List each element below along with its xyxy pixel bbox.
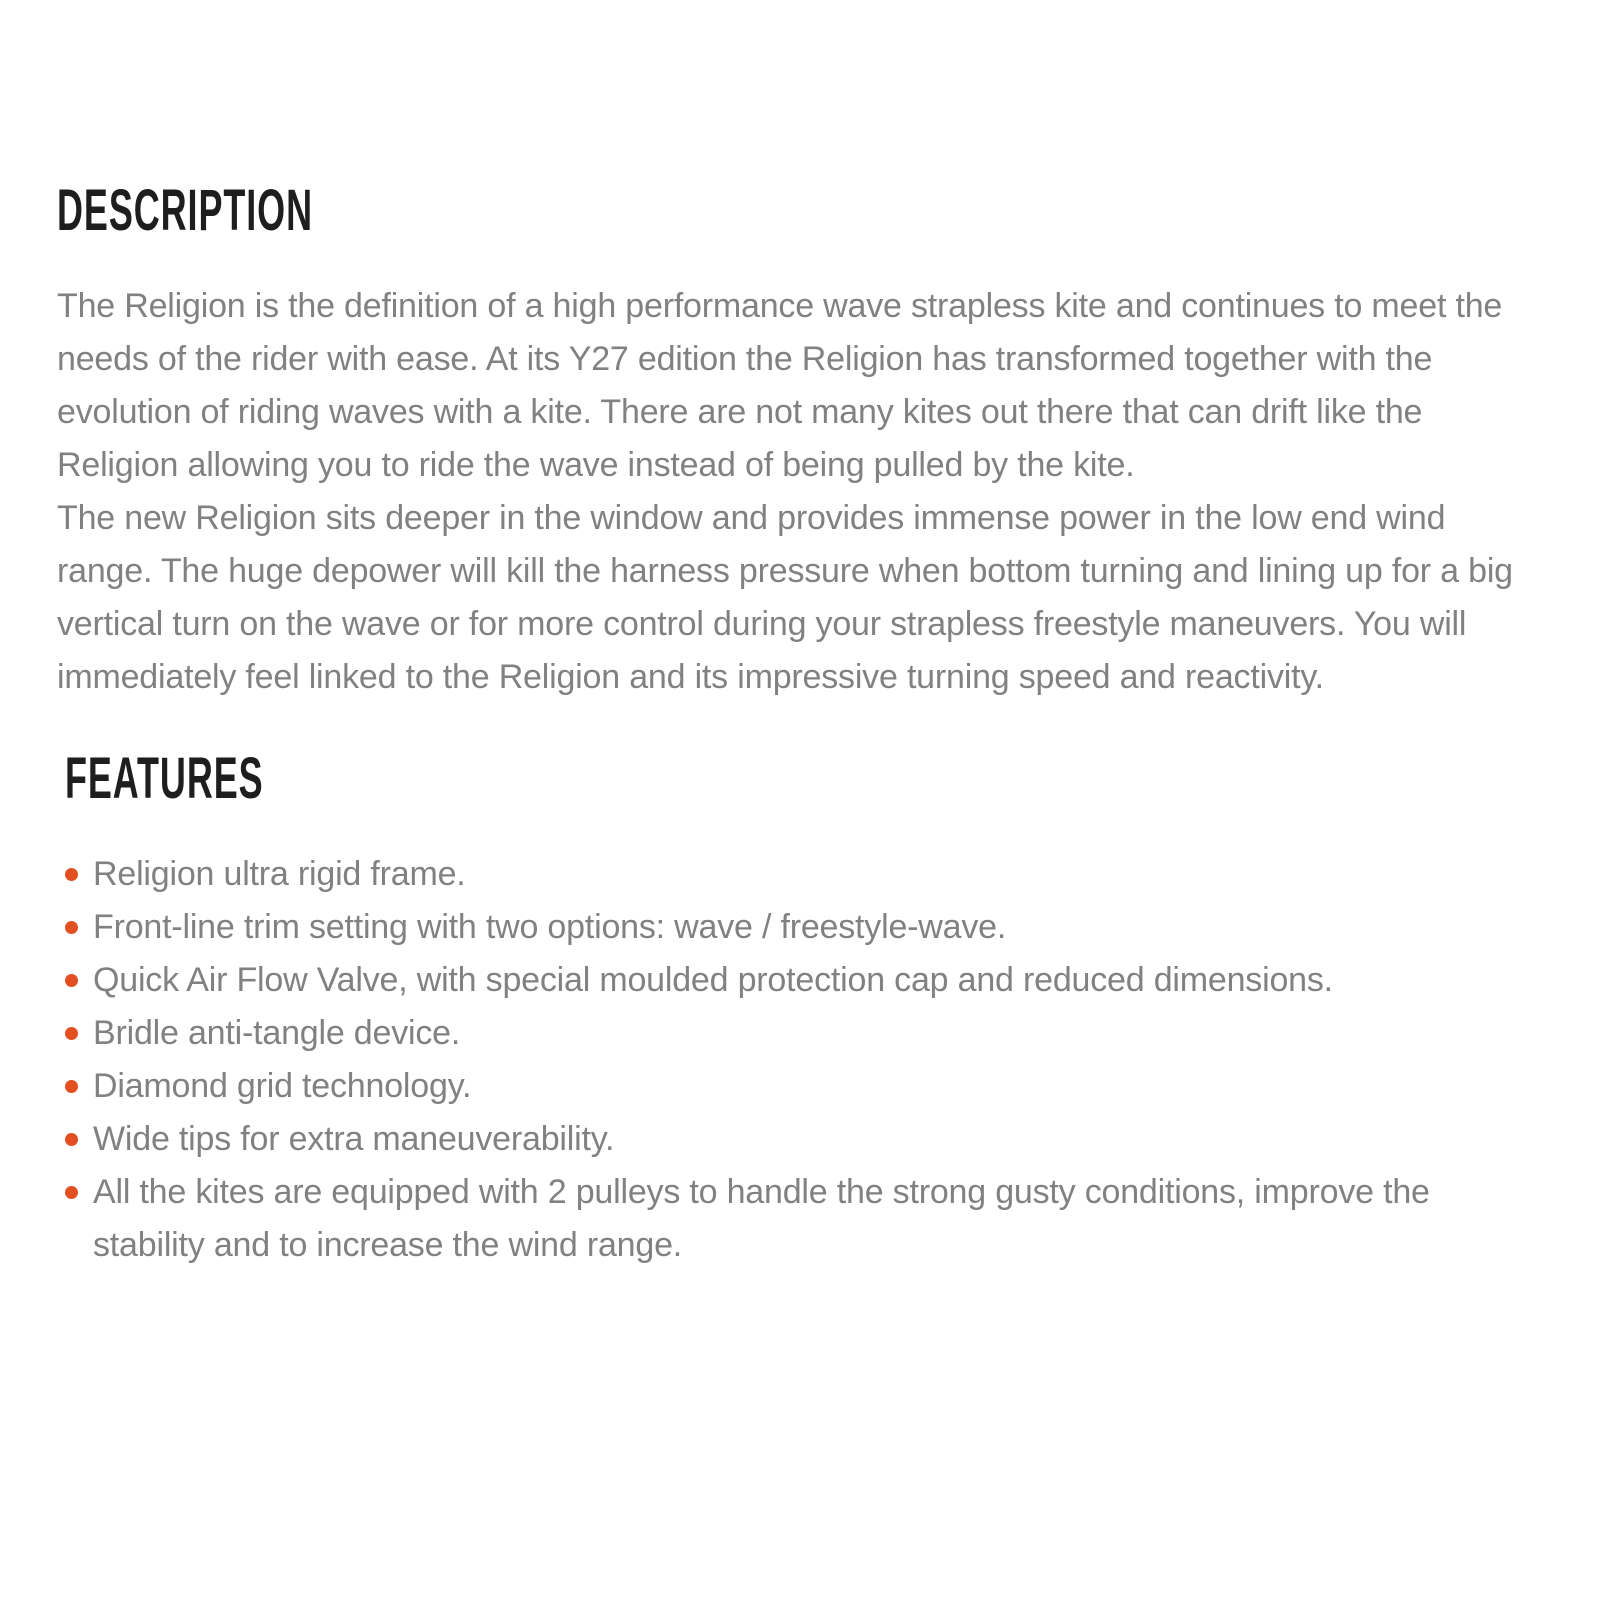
feature-item [65, 1166, 1547, 1272]
bullet-icon [65, 868, 78, 881]
bullet-icon [65, 1080, 78, 1093]
description-section [57, 178, 1550, 704]
bullet-icon [65, 1186, 78, 1199]
bullet-icon [65, 921, 78, 934]
bullet-icon [65, 974, 78, 987]
feature-item [65, 954, 1547, 1007]
description-paragraphs [57, 280, 1549, 704]
features-heading: FEATURES [65, 746, 264, 811]
feature-item [65, 1007, 1547, 1060]
feature-item-text: All the kites are equipped with 2 pulleys to handle the strong gusty conditions, improve the stability and to increase the wind range. [93, 1173, 1430, 1264]
description-paragraph: The new Religion sits deeper in the window and provides immense power in the low end wind range. The huge depower will kill the harness pressure when bottom turning and lining up for a big vertical turn on the wave or for more control during your strapless freestyle maneuvers. You will immediately feel linked to the Religion and its impressive turning speed and reactivity. [57, 499, 1513, 696]
feature-item [65, 1060, 1547, 1113]
feature-item [65, 901, 1547, 954]
bullet-icon [65, 1027, 78, 1040]
description-heading: DESCRIPTION [57, 178, 313, 243]
feature-item-text: Religion ultra rigid frame. [93, 855, 466, 893]
features-section [65, 746, 1550, 1272]
feature-item-text: Wide tips for extra maneuverability. [93, 1120, 615, 1158]
description-paragraph: The Religion is the definition of a high performance wave strapless kite and continues to meet the needs of the rider with ease. At its Y27 edition the Religion has transformed together with the evolution of riding waves with a kite. There are not many kites out there that can drift like the Religion allowing you to ride the wave instead of being pulled by the kite. [57, 287, 1503, 484]
features-list [65, 848, 1547, 1272]
feature-item [65, 1113, 1547, 1166]
feature-item [65, 848, 1547, 901]
feature-item-text: Bridle anti-tangle device. [93, 1014, 461, 1052]
bullet-icon [65, 1133, 78, 1146]
feature-item-text: Diamond grid technology. [93, 1067, 472, 1105]
feature-item-text: Quick Air Flow Valve, with special moulded protection cap and reduced dimensions. [93, 961, 1333, 999]
feature-item-text: Front-line trim setting with two options: wave / freestyle-wave. [93, 908, 1007, 946]
